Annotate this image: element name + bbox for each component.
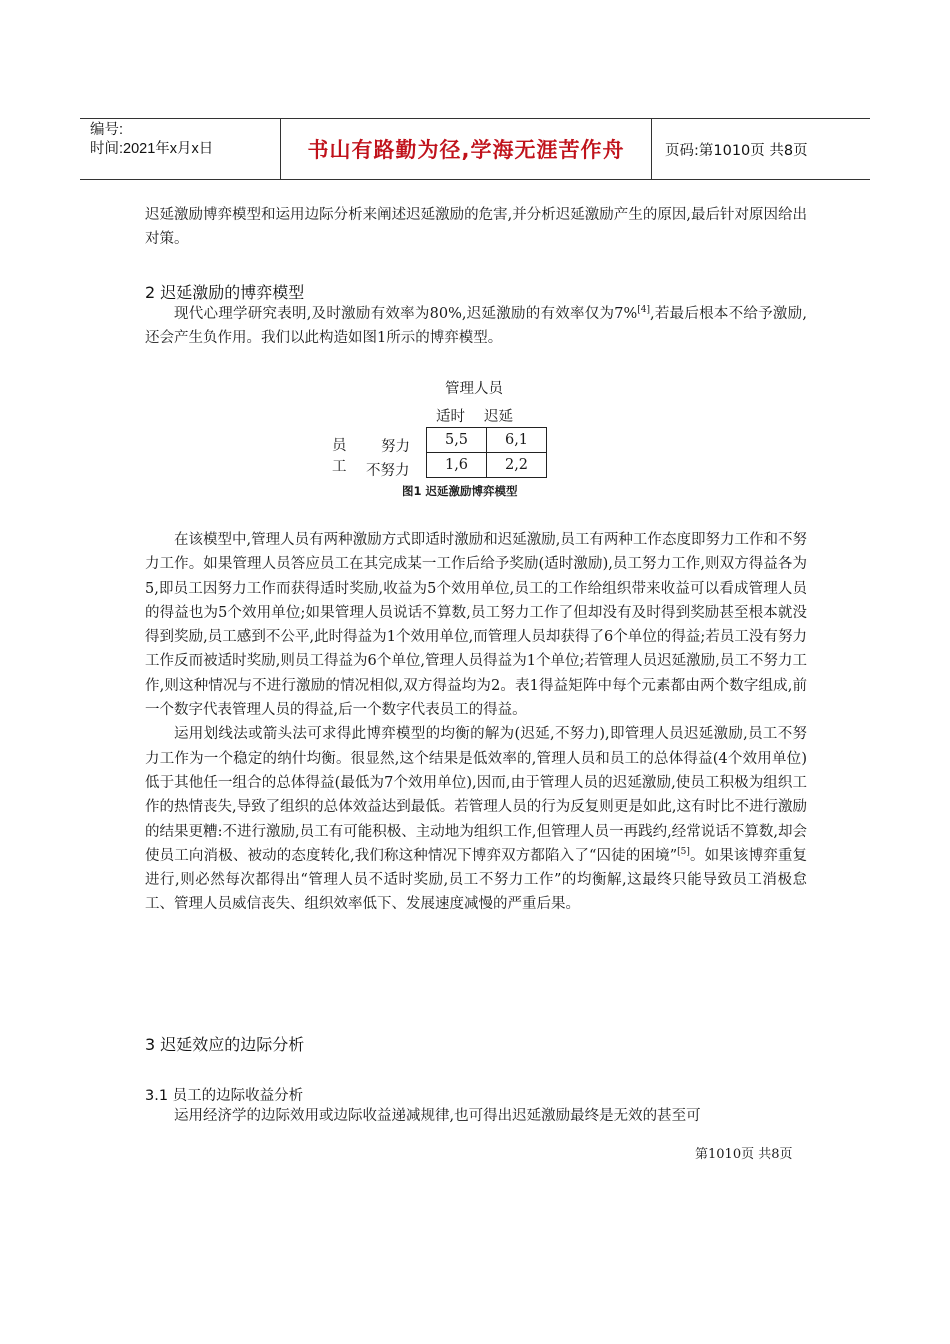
nash-paragraph xyxy=(145,722,807,916)
subsection-3-1-body xyxy=(145,1104,807,1128)
page-header xyxy=(80,118,870,180)
figure-caption: 图1 迟延激励博弈模型 xyxy=(402,484,518,498)
player-employee-label-1: 员 xyxy=(332,438,347,454)
header-page-info: 页码:第1010页 共8页 xyxy=(665,142,808,159)
player-employee-label-2: 工 xyxy=(332,459,347,475)
col-label-timely: 适时 xyxy=(436,409,465,425)
matrix-cell: 1,6 xyxy=(427,453,487,478)
code-label: 编号: xyxy=(90,122,124,138)
intro-paragraph: 迟延激励博弈模型和运用边际分析来阐述迟延激励的危害,并分析迟延激励产生的原因,最后针对原因给出对策。 xyxy=(145,207,807,248)
section-2-heading: 2 迟延激励的博弈模型 xyxy=(145,283,305,302)
section-2-intro xyxy=(145,302,807,351)
model-paragraph: 在该模型中,管理人员有两种激励方式即适时激励和迟延激励,员工有两种工作态度即努力工作和不努力工作。如果管理人员答应员工在其完成某一工作后给予奖励(适时激励),员工努力工作,则双方得益各为5,即员工因努力工作而获得适时奖励,收益为5个效用单位,员工的工作给组织带来收益可以看成管理人员的得益也为5个效用单位;如果管理人员说话不算数,员工努力工作了但却没有及时得到奖励甚至根本就没得到奖励,员工感到不公平,此时得益为1个效用单位,而管理人员却获得了6个单位的得益;若员工没有努力工作反而被适时奖励,则员工得益为6个单位,管理人员得益为1个单位;若管理人员迟延激励,员工不努力工作,则这种情况与不进行激励的情况相似,双方得益均为2。表1得益矩阵中每个元素都由两个数字组成,前一个数字代表管理人员的得益,后一个数字代表员工的得益。 xyxy=(145,532,807,719)
section-2-text-a: 现代心理学研究表明,及时激励有效率为80%,迟延激励的有效率仅为7% xyxy=(174,306,638,322)
row-label-no-effort: 不努力 xyxy=(366,463,410,479)
col-label-delayed: 迟延 xyxy=(484,409,513,425)
subsection-3-1-heading: 3.1 员工的边际收益分析 xyxy=(145,1088,304,1104)
matrix-cell: 6,1 xyxy=(487,428,547,453)
matrix-row xyxy=(427,453,547,478)
section-2-paragraph xyxy=(145,302,807,351)
header-motto: 书山有路勤为径,学海无涯苦作舟 xyxy=(280,119,652,179)
time-line: 时间:2021年x月x日 xyxy=(90,141,214,157)
intro-block xyxy=(145,203,807,252)
citation-5: [5] xyxy=(677,846,690,857)
payoff-matrix xyxy=(426,427,547,478)
page-footer: 第1010页 共8页 xyxy=(695,1147,793,1162)
header-left xyxy=(90,121,213,159)
nash-text-b: 。如果该博弈重复进行,则必然每次都得出“管理人员不适时奖励,员工不努力工作”的均衡解,这最终只能导致员工消极怠工、管理人员威信丧失、组织效率低下、发展速度减慢的严重后果。 xyxy=(145,847,807,913)
matrix-row xyxy=(427,428,547,453)
nash-text-a: 运用划线法或箭头法可求得此博弈模型的均衡的解为(迟延,不努力),即管理人员迟延激励,员工不努力工作为一个稳定的纳什均衡。很显然,这个结果是低效率的,管理人员和员工的总体得益(4个效用单位)低于其他任一组合的总体得益(最低为7个效用单位),因而,由于管理人员的迟延激励,使员工积极为组织工作的热情丧失,导致了组织的总体效益达到最低。若管理人员的行为反复则更是如此,这有时比不进行激励的结果更糟:不进行激励,员工有可能积极、主动地为组织工作,但管理人员一再践约,经常说话不算数,却会使员工向消极、被动的态度转化,我们称这种情况下博弈双方都陷入了“囚徒的困境” xyxy=(145,726,807,864)
subsection-3-1-paragraph: 运用经济学的边际效用或边际收益递减规律,也可得出迟延激励最终是无效的甚至可 xyxy=(174,1108,701,1124)
matrix-cell: 5,5 xyxy=(427,428,487,453)
model-paragraphs xyxy=(145,528,807,917)
player-manager-label: 管理人员 xyxy=(445,381,503,397)
section-3-heading: 3 迟延效应的边际分析 xyxy=(145,1035,305,1054)
matrix-cell: 2,2 xyxy=(487,453,547,478)
row-label-effort: 努力 xyxy=(381,439,410,455)
section-2-text-b: ,若最后根本不给予激励,还会产生负作用。我们以此构造如图1所示的博弈模型。 xyxy=(145,306,808,347)
citation-4: [4] xyxy=(637,305,651,315)
